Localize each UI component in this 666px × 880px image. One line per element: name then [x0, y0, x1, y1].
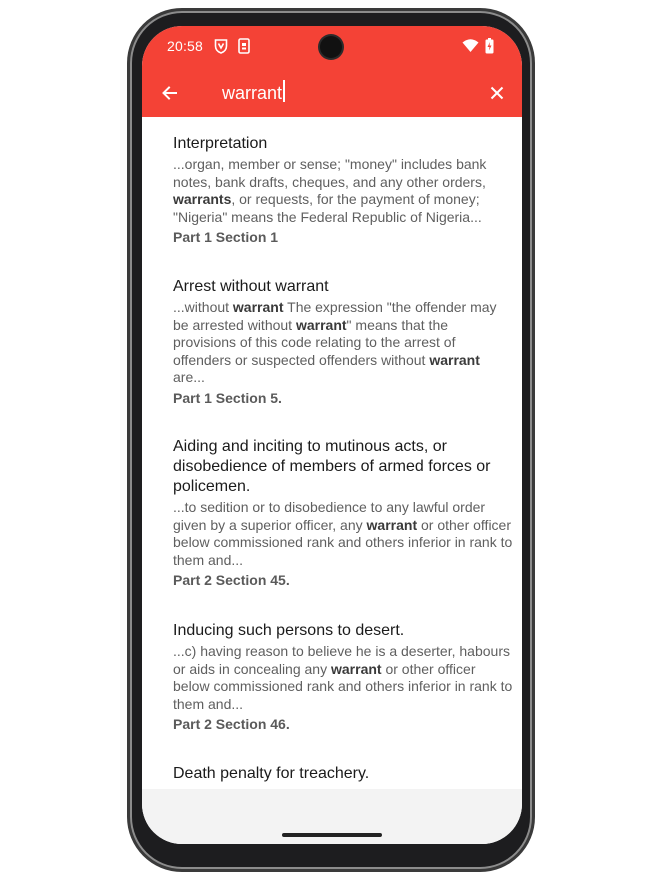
result-location: Part 1 Section 5.: [173, 389, 282, 406]
gesture-home-bar[interactable]: [282, 833, 382, 837]
search-result-item[interactable]: [173, 134, 513, 246]
result-snippet: [173, 643, 513, 713]
phone-screen: [142, 26, 522, 844]
battery-icon: [485, 38, 494, 59]
highlighted-keyword: warrant: [331, 660, 382, 677]
result-title: Arrest without warrant: [173, 278, 329, 295]
highlighted-keyword: warrant: [366, 516, 418, 533]
snippet-text: ...to sedition or to disobedience to any lawful order given by a superior officer, any: [173, 499, 486, 533]
snippet-text: " means that the provisions of this code relating to the arrest of offenders or suspected offenders without: [173, 316, 456, 368]
result-title: Interpretation: [173, 135, 268, 152]
highlighted-keyword: warrant: [295, 316, 347, 333]
close-icon[interactable]: [482, 78, 512, 108]
search-input[interactable]: [222, 79, 462, 107]
snippet-text: are...: [173, 369, 205, 386]
wifi-icon: [462, 38, 479, 58]
result-snippet: [173, 499, 513, 569]
result-title: Death penalty for treachery.: [173, 765, 370, 782]
highlighted-keyword: warrant: [429, 351, 480, 368]
status-bar: [142, 26, 522, 66]
snippet-text: , or requests, for the payment of money; "Nigeria" means the Federal Republic of Nigeria...: [173, 191, 482, 225]
result-title: Aiding and inciting to mutinous acts, or disobedience of members of armed forces or policemen.: [173, 438, 491, 495]
result-location: Part 2 Section 45.: [173, 572, 290, 589]
search-result-item[interactable]: [173, 277, 513, 407]
result-location: Part 1 Section 1: [173, 229, 279, 246]
search-result-item[interactable]: [173, 437, 513, 589]
highlighted-keyword: warrants: [173, 191, 232, 208]
sim-card-icon: [238, 38, 250, 59]
snippet-text: or other officer below commissioned rank and others inferior in rank to them and...: [173, 516, 513, 568]
bottom-navigation-area: [142, 789, 522, 844]
search-result-item[interactable]: [173, 764, 513, 784]
search-results-list: [142, 117, 522, 789]
back-arrow-icon[interactable]: [156, 78, 186, 108]
app-bar: [142, 26, 522, 117]
snippet-text: The expression "the offender may be arrested without: [173, 299, 497, 333]
snippet-text: or other officer below commissioned rank and others inferior in rank to them and...: [173, 660, 513, 712]
snippet-text: ...c) having reason to believe he is a deserter, habours or aids in concealing any: [173, 643, 510, 677]
result-snippet: [173, 299, 513, 387]
result-snippet: [173, 156, 513, 226]
result-location: Part 2 Section 46.: [173, 716, 290, 733]
snippet-text: ...without: [173, 299, 233, 315]
snippet-text: ...organ, member or sense; "money" includes bank notes, bank drafts, cheques, and any other orders,: [173, 156, 487, 190]
result-title: Inducing such persons to desert.: [173, 622, 405, 639]
front-camera: [320, 36, 342, 58]
shield-icon: [214, 38, 228, 59]
highlighted-keyword: warrant: [232, 299, 284, 315]
text-cursor: [283, 80, 285, 102]
search-result-item[interactable]: [173, 621, 513, 733]
status-time: 20:58: [167, 38, 204, 54]
search-toolbar: [142, 74, 522, 114]
